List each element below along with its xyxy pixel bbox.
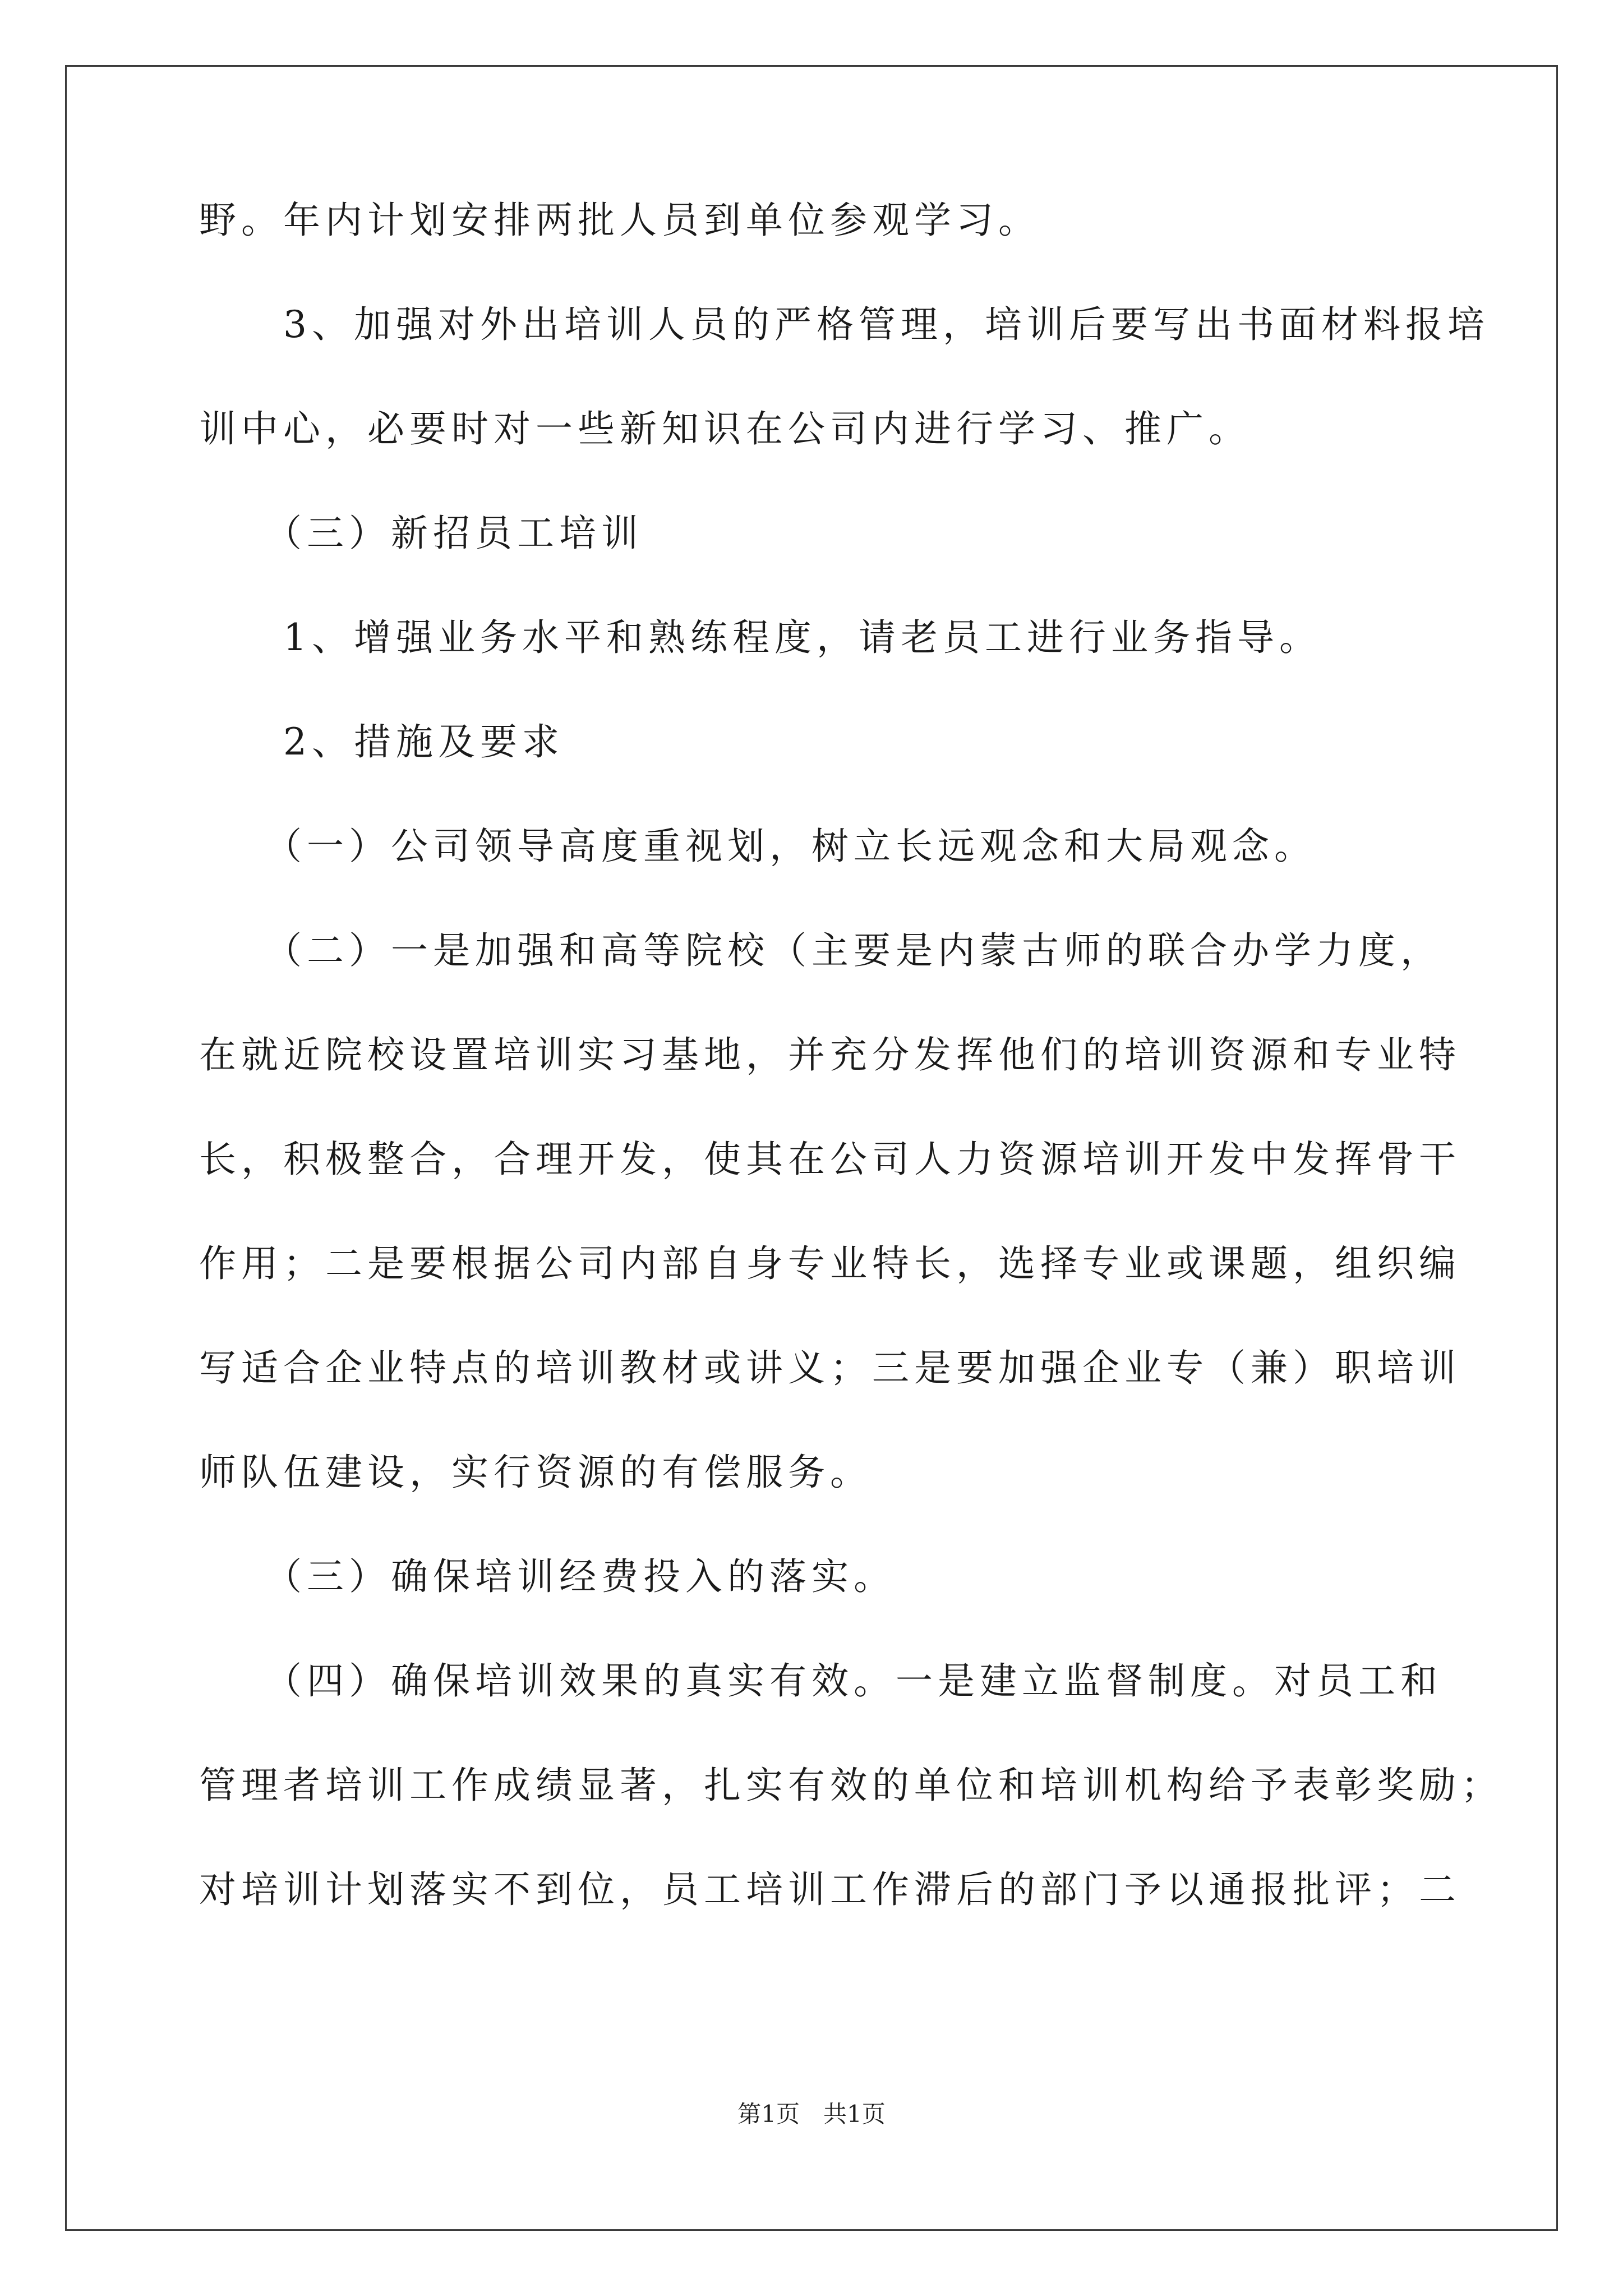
text-line-2: 3、加强对外出培训人员的严格管理，培训后要写出书面材料报培 <box>199 303 1490 346</box>
text-line-4: （三）新招员工培训 <box>199 512 643 555</box>
text-line-8: （二）一是加强和高等院校（主要是内蒙古师的联合办学力度， <box>199 929 1442 972</box>
text-line-15: （四）确保培训效果的真实有效。一是建立监督制度。对员工和 <box>199 1659 1442 1703</box>
text-line-7: （一）公司领导高度重视划，树立长远观念和大局观念。 <box>199 825 1316 868</box>
text-line-9: 在就近院校设置培训实习基地，并充分发挥他们的培训资源和专业特 <box>199 1033 1461 1076</box>
text-line-1: 野。年内计划安排两批人员到单位参观学习。 <box>199 199 1040 242</box>
text-line-14: （三）确保培训经费投入的落实。 <box>199 1555 896 1598</box>
text-line-3: 训中心，必要时对一些新知识在公司内进行学习、推广。 <box>199 407 1251 450</box>
text-line-16: 管理者培训工作成绩显著，扎实有效的单位和培训机构给予表彰奖励； <box>199 1764 1503 1807</box>
text-line-12: 写适合企业特点的培训教材或讲义；三是要加强企业专（兼）职培训 <box>199 1346 1461 1389</box>
text-line-5: 1、增强业务水平和熟练程度，请老员工进行业务指导。 <box>199 616 1321 659</box>
text-line-11: 作用；二是要根据公司内部自身专业特长，选择专业或课题，组织编 <box>199 1242 1461 1285</box>
page-number-footer: 第1页 共1页 <box>737 2100 886 2128</box>
text-line-6: 2、措施及要求 <box>199 720 564 763</box>
text-line-10: 长，积极整合，合理开发，使其在公司人力资源培训开发中发挥骨干 <box>199 1138 1461 1181</box>
text-line-17: 对培训计划落实不到位，员工培训工作滞后的部门予以通报批评；二 <box>199 1868 1461 1911</box>
text-line-13: 师队伍建设，实行资源的有偿服务。 <box>199 1451 872 1494</box>
